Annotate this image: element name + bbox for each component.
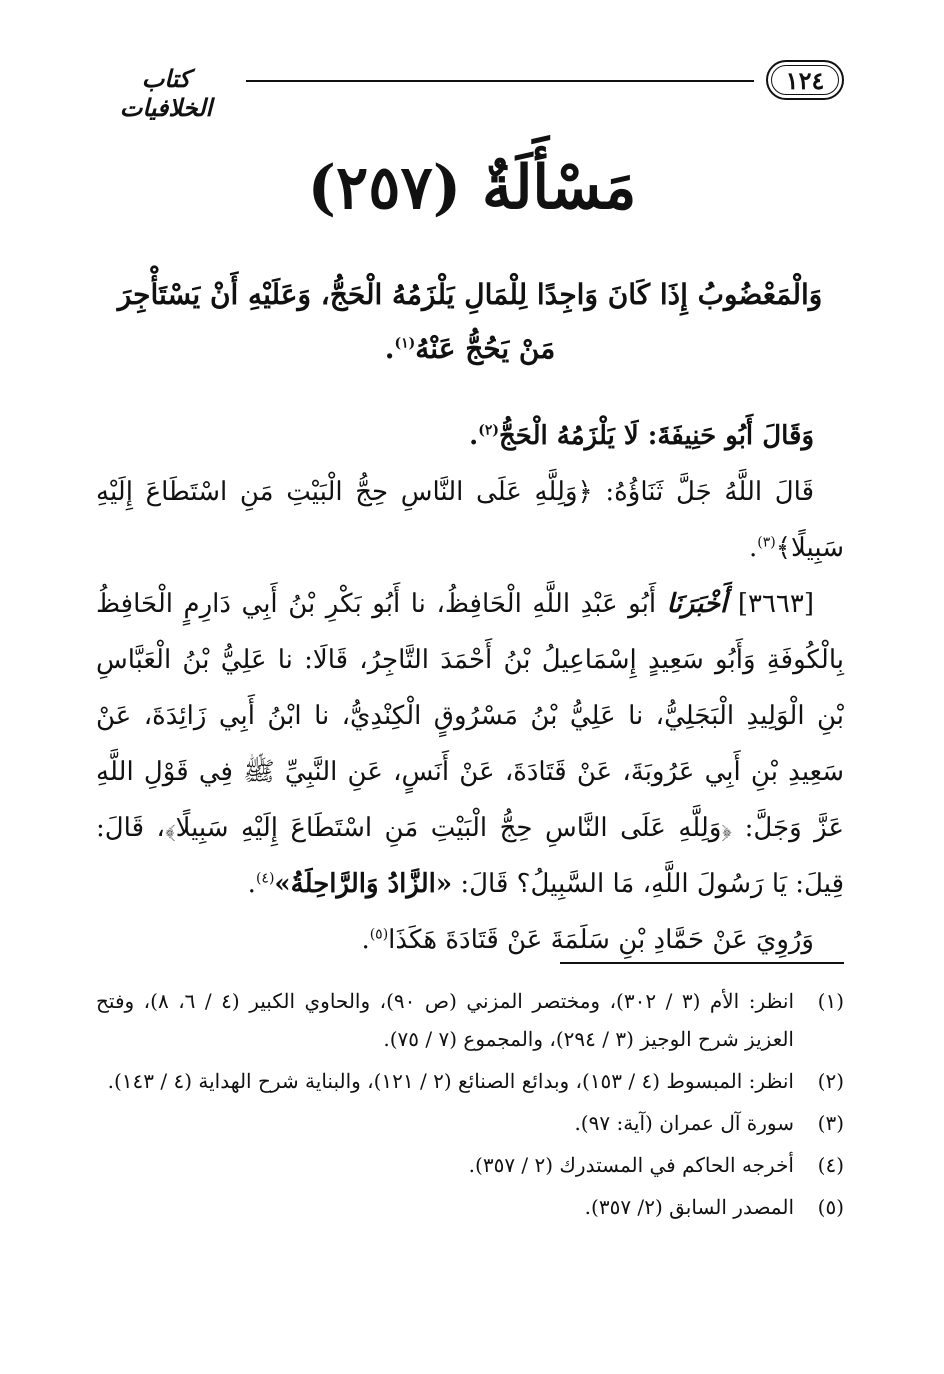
riwaya-paragraph xyxy=(96,912,844,968)
footnote-text: انظر: الأم (٣ / ٣٠٢)، ومختصر المزني (ص ٩٠)، والحاوي الكبير (٤ / ٦، ٨)، وفتح العزيز شرح الوجيز (٣ / ٢٩٤)، والمجموع (٧ / ٧٥). xyxy=(96,989,795,1051)
issue-statement xyxy=(96,268,844,376)
footnote-text: أخرجه الحاكم في المستدرك (٢ / ٣٥٧). xyxy=(468,1153,794,1177)
footnote-item xyxy=(96,1146,844,1184)
abu-hanifa-end: . xyxy=(469,421,479,451)
footnote-marker: (٣) xyxy=(757,534,776,551)
footnote-marker: (٢) xyxy=(478,422,499,439)
hadith-paragraph xyxy=(96,576,844,912)
footnote-text: المصدر السابق (٢/ ٣٥٧). xyxy=(584,1195,794,1219)
footnotes xyxy=(96,982,844,1230)
page-number: ١٢٤ xyxy=(766,60,844,100)
body-text xyxy=(96,408,844,968)
book-title: كتاب الخلافيات xyxy=(119,64,213,122)
footnote-number: (٥) xyxy=(817,1195,844,1219)
footnote-number: (٤) xyxy=(817,1153,844,1177)
footnote-number: (١) xyxy=(817,989,844,1013)
footnote-marker: (٥) xyxy=(369,926,389,943)
riwaya-end: . xyxy=(361,925,370,955)
abu-hanifa-paragraph xyxy=(96,408,844,464)
hadith-quote: «الزَّادُ وَالرَّاحِلَةُ» xyxy=(274,869,453,899)
footnote-text: انظر: المبسوط (٤ / ١٥٣)، وبدائع الصنائع (٢ / ١٢١)، والبناية شرح الهداية (٤ / ١٤٣). xyxy=(107,1069,794,1093)
quran-text: قَالَ اللَّهُ جَلَّ ثَنَاؤُهُ: ﴿وَلِلَّهِ عَلَى النَّاسِ حِجُّ الْبَيْتِ مَنِ اسْتَطَاعَ إِلَيْهِ سَبِيلًا﴾ xyxy=(96,477,844,563)
hadith-number: [٣٦٦٣] xyxy=(737,589,815,619)
issue-title: مَسْأَلَةٌ (٢٥٧) xyxy=(307,153,637,223)
quran-end: . xyxy=(749,533,758,563)
issue-statement-text: وَالْمَعْضُوبُ إِذَا كَانَ وَاجِدًا لِلْمَالِ يَلْزَمُهُ الْحَجُّ، وَعَلَيْهِ أَنْ يَسْتَأْجِرَ مَنْ يَحُجُّ عَنْهُ xyxy=(117,278,823,365)
issue-statement-end: . xyxy=(384,332,395,365)
footnote-text: سورة آل عمران (آية: ٩٧). xyxy=(574,1111,794,1135)
footnote-separator xyxy=(560,962,844,964)
akhbarana-word: أَخْبَرَنَا xyxy=(666,589,728,619)
footnote-number: (٣) xyxy=(817,1111,844,1135)
running-header xyxy=(96,58,844,122)
riwaya-text: وَرُوِيَ عَنْ حَمَّادِ بْنِ سَلَمَةَ عَنْ قَتَادَةَ هَكَذَا xyxy=(388,925,814,955)
footnote-marker: (٤) xyxy=(255,870,275,887)
abu-hanifa-text: وَقَالَ أَبُو حَنِيفَةَ: لَا يَلْزَمُهُ الْحَجُّ xyxy=(499,421,814,451)
footnote-item xyxy=(96,1104,844,1142)
header-rule xyxy=(246,80,754,82)
footnote-item xyxy=(96,1188,844,1226)
footnote-item xyxy=(96,982,844,1058)
footnote-marker: (١) xyxy=(394,335,416,352)
hadith-text: أَبُو عَبْدِ اللَّهِ الْحَافِظُ، نا أَبُو بَكْرِ بْنُ أَبِي دَارِمٍ الْحَافِظُ بِالْكُوفَةِ وَأَبُو سَعِيدٍ إِسْمَاعِيلُ بْنُ أَحْمَدَ التَّاجِرُ، قَالَا: نا عَلِيُّ بْنُ الْعَبَّاسِ بْنِ الْوَلِيدِ الْبَجَلِيُّ، نا عَلِيُّ بْنُ مَسْرُوقٍ الْكِنْدِيُّ، نا ابْنُ أَبِي زَائِدَةَ، عَنْ سَعِيدِ بْنِ أَبِي عَرُوبَةَ، عَنْ قَتَادَةَ، عَنْ أَنَسٍ، عَنِ النَّبِيِّ ﷺ فِي قَوْلِ اللَّهِ عَزَّ وَجَلَّ: ﴿وَلِلَّهِ عَلَى النَّاسِ حِجُّ الْبَيْتِ مَنِ اسْتَطَاعَ إِلَيْهِ سَبِيلًا﴾، قَالَ: قِيلَ: يَا رَسُولَ اللَّهِ، مَا السَّبِيلُ؟ قَالَ: xyxy=(96,589,844,899)
footnote-item xyxy=(96,1062,844,1100)
hadith-end: . xyxy=(247,869,256,899)
footnote-number: (٢) xyxy=(817,1069,844,1093)
quran-paragraph xyxy=(96,464,844,576)
